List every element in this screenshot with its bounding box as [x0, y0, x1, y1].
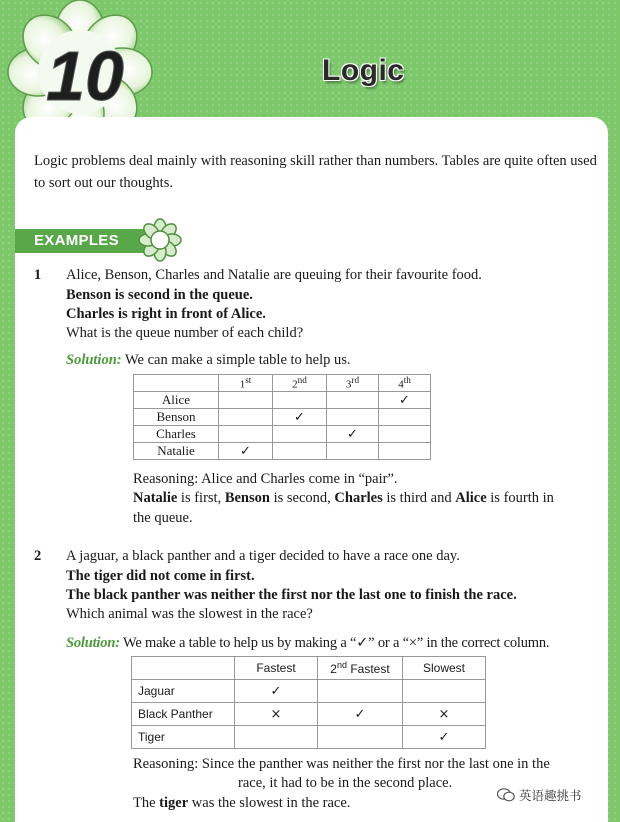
solution-text: We can make a simple table to help us. — [125, 352, 351, 368]
table-header: 3rd — [327, 375, 379, 392]
table-row: Benson ✓ — [134, 409, 431, 426]
example-1-question: Alice, Benson, Charles and Natalie are queuing for their favourite food. — [66, 267, 482, 283]
example-2-solution: Solution: We make a table to help us by making a “✓” or a “×” in the correct column. — [66, 635, 550, 651]
example-1-solution: Solution: We can make a simple table to help us. — [66, 352, 351, 368]
example-2-reasoning-cont: race, it had to be in the second place. — [238, 775, 453, 791]
table-row: Natalie ✓ — [134, 443, 431, 460]
example-1-conclusion: Natalie is first, Benson is second, Charles is third and Alice is fourth in — [133, 490, 554, 506]
examples-label: EXAMPLES — [34, 232, 119, 249]
race-table — [131, 656, 486, 749]
table-header: 1st — [219, 375, 273, 392]
watermark — [497, 786, 582, 804]
table-header: 2nd Fastest — [318, 657, 403, 680]
example-1-clue-1: Benson is second in the queue. — [66, 287, 253, 303]
table-row: Charles ✓ — [134, 426, 431, 443]
solution-text: We make a table to help us by making a “✓” or a “×” in the correct column. — [123, 635, 550, 651]
example-2-question: A jaguar, a black panther and a tiger decided to have a race one day. — [66, 548, 460, 564]
solution-label: Solution — [66, 352, 117, 368]
table-header: 4th — [379, 375, 431, 392]
example-2-ask: Which animal was the slowest in the race? — [66, 606, 313, 622]
example-1-conclusion-end: the queue. — [133, 510, 193, 526]
table-header: Fastest — [235, 657, 318, 680]
example-1-number: 1 — [34, 267, 42, 283]
example-1-clue-2: Charles is right in front of Alice. — [66, 306, 266, 322]
queue-table — [133, 374, 431, 460]
table-row: Jaguar ✓ — [132, 680, 486, 703]
example-2-conclusion: The tiger was the slowest in the race. — [133, 795, 351, 811]
gear-icon — [138, 218, 182, 262]
solution-label: Solution — [66, 635, 116, 651]
example-2-clue-2: The black panther was neither the first nor the last one to finish the race. — [66, 587, 517, 603]
table-row: Alice ✓ — [134, 392, 431, 409]
example-2-clue-1: The tiger did not come in first. — [66, 568, 255, 584]
table-row: Black Panther × ✓ × — [132, 703, 486, 726]
table-corner — [132, 657, 235, 680]
chat-icon — [497, 788, 515, 802]
table-header: 2nd — [273, 375, 327, 392]
example-1-reasoning: Reasoning: Alice and Charles come in “pair”. — [133, 471, 398, 487]
table-row: Tiger ✓ — [132, 726, 486, 749]
watermark-text: 英语趣挑书 — [519, 788, 582, 803]
chapter-title: Logic — [322, 54, 405, 87]
example-1-ask: What is the queue number of each child? — [66, 325, 304, 341]
table-corner — [134, 375, 219, 392]
table-header: Slowest — [403, 657, 486, 680]
intro-text: Logic problems deal mainly with reasoning skill rather than numbers. Tables are quite often used to sort out our thoughts. — [34, 153, 597, 191]
chapter-number: 10 — [46, 37, 124, 115]
example-2-reasoning: Reasoning: Since the panther was neither the first nor the last one in the — [133, 756, 550, 772]
example-2-number: 2 — [34, 548, 42, 564]
